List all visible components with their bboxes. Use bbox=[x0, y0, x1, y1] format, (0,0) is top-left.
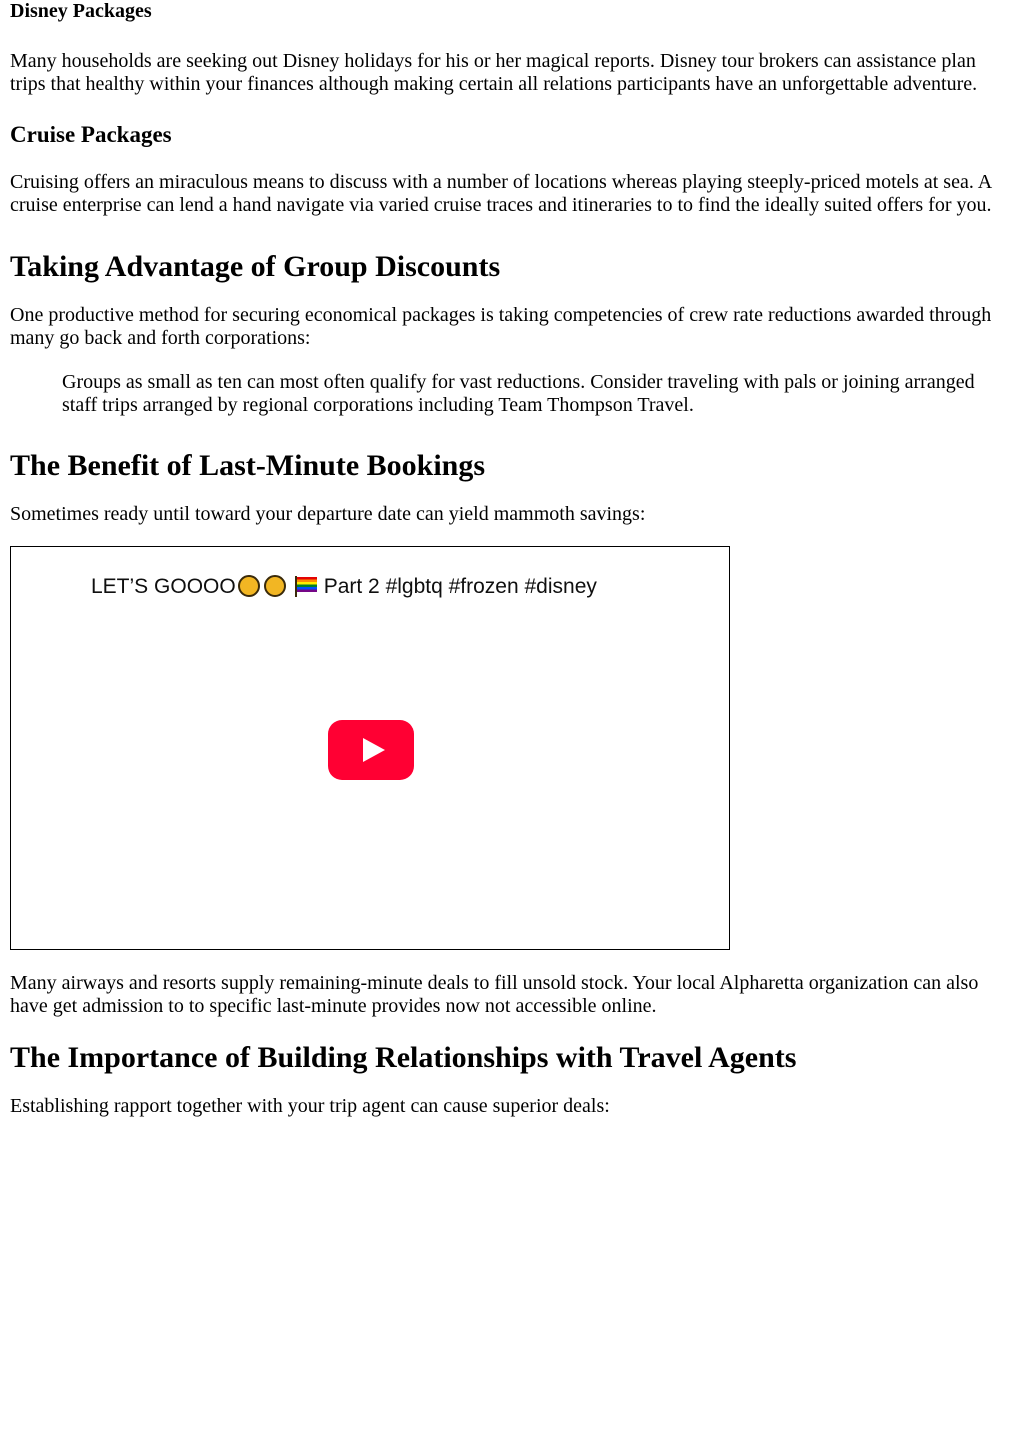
rainbow-flag-icon bbox=[294, 575, 318, 597]
clapping-hands-icon bbox=[238, 575, 260, 597]
heading-travel-agent-relationships: The Importance of Building Relationships with Travel Agents bbox=[10, 1041, 797, 1074]
paragraph-group-discounts: One productive method for securing economical packages is taking competencies of crew rate reductions awarded through many go back and forth corporations: bbox=[10, 304, 992, 349]
paragraph-cruise-packages: Cruising offers an miraculous means to discuss with a number of locations whereas playing steeply-priced motels at sea. A cruise enterprise can lend a hand navigate via varied cruise traces and itineraries to to find the ideally suited offers for you. bbox=[10, 171, 992, 216]
heading-disney-packages: Disney Packages bbox=[10, 0, 152, 22]
video-title-start: LET’S GOOOO bbox=[91, 575, 236, 598]
paragraph-last-minute-bookings: Sometimes ready until toward your departure date can yield mammoth savings: bbox=[10, 503, 646, 525]
video-title[interactable] bbox=[91, 575, 597, 598]
heading-group-discounts: Taking Advantage of Group Discounts bbox=[10, 250, 501, 283]
paragraph-last-minute-deals: Many airways and resorts supply remaining-minute deals to fill unsold stock. Your local Alpharetta organization can also have get admission to to specific last-minute provides now not accessible online. bbox=[10, 972, 979, 1017]
embedded-video[interactable] bbox=[10, 546, 730, 950]
play-icon[interactable] bbox=[328, 720, 414, 780]
video-title-end: Part 2 #lgbtq #frozen #disney bbox=[323, 575, 597, 598]
heading-cruise-packages: Cruise Packages bbox=[10, 122, 172, 147]
blockquote-group-discounts: Groups as small as ten can most often qualify for vast reductions. Consider traveling with pals or joining arranged staff trips arranged by regional corporations including Team Thompson Travel. bbox=[62, 371, 975, 416]
heading-last-minute-bookings: The Benefit of Last-Minute Bookings bbox=[10, 449, 486, 482]
paragraph-disney-packages: Many households are seeking out Disney holidays for his or her magical reports. Disney tour brokers can assistance plan trips that healthy within your finances although making certain all relations participants have an unforgettable adventure. bbox=[10, 50, 978, 95]
clapping-hands-icon bbox=[264, 575, 286, 597]
paragraph-travel-agent-relationships: Establishing rapport together with your trip agent can cause superior deals: bbox=[10, 1095, 610, 1117]
